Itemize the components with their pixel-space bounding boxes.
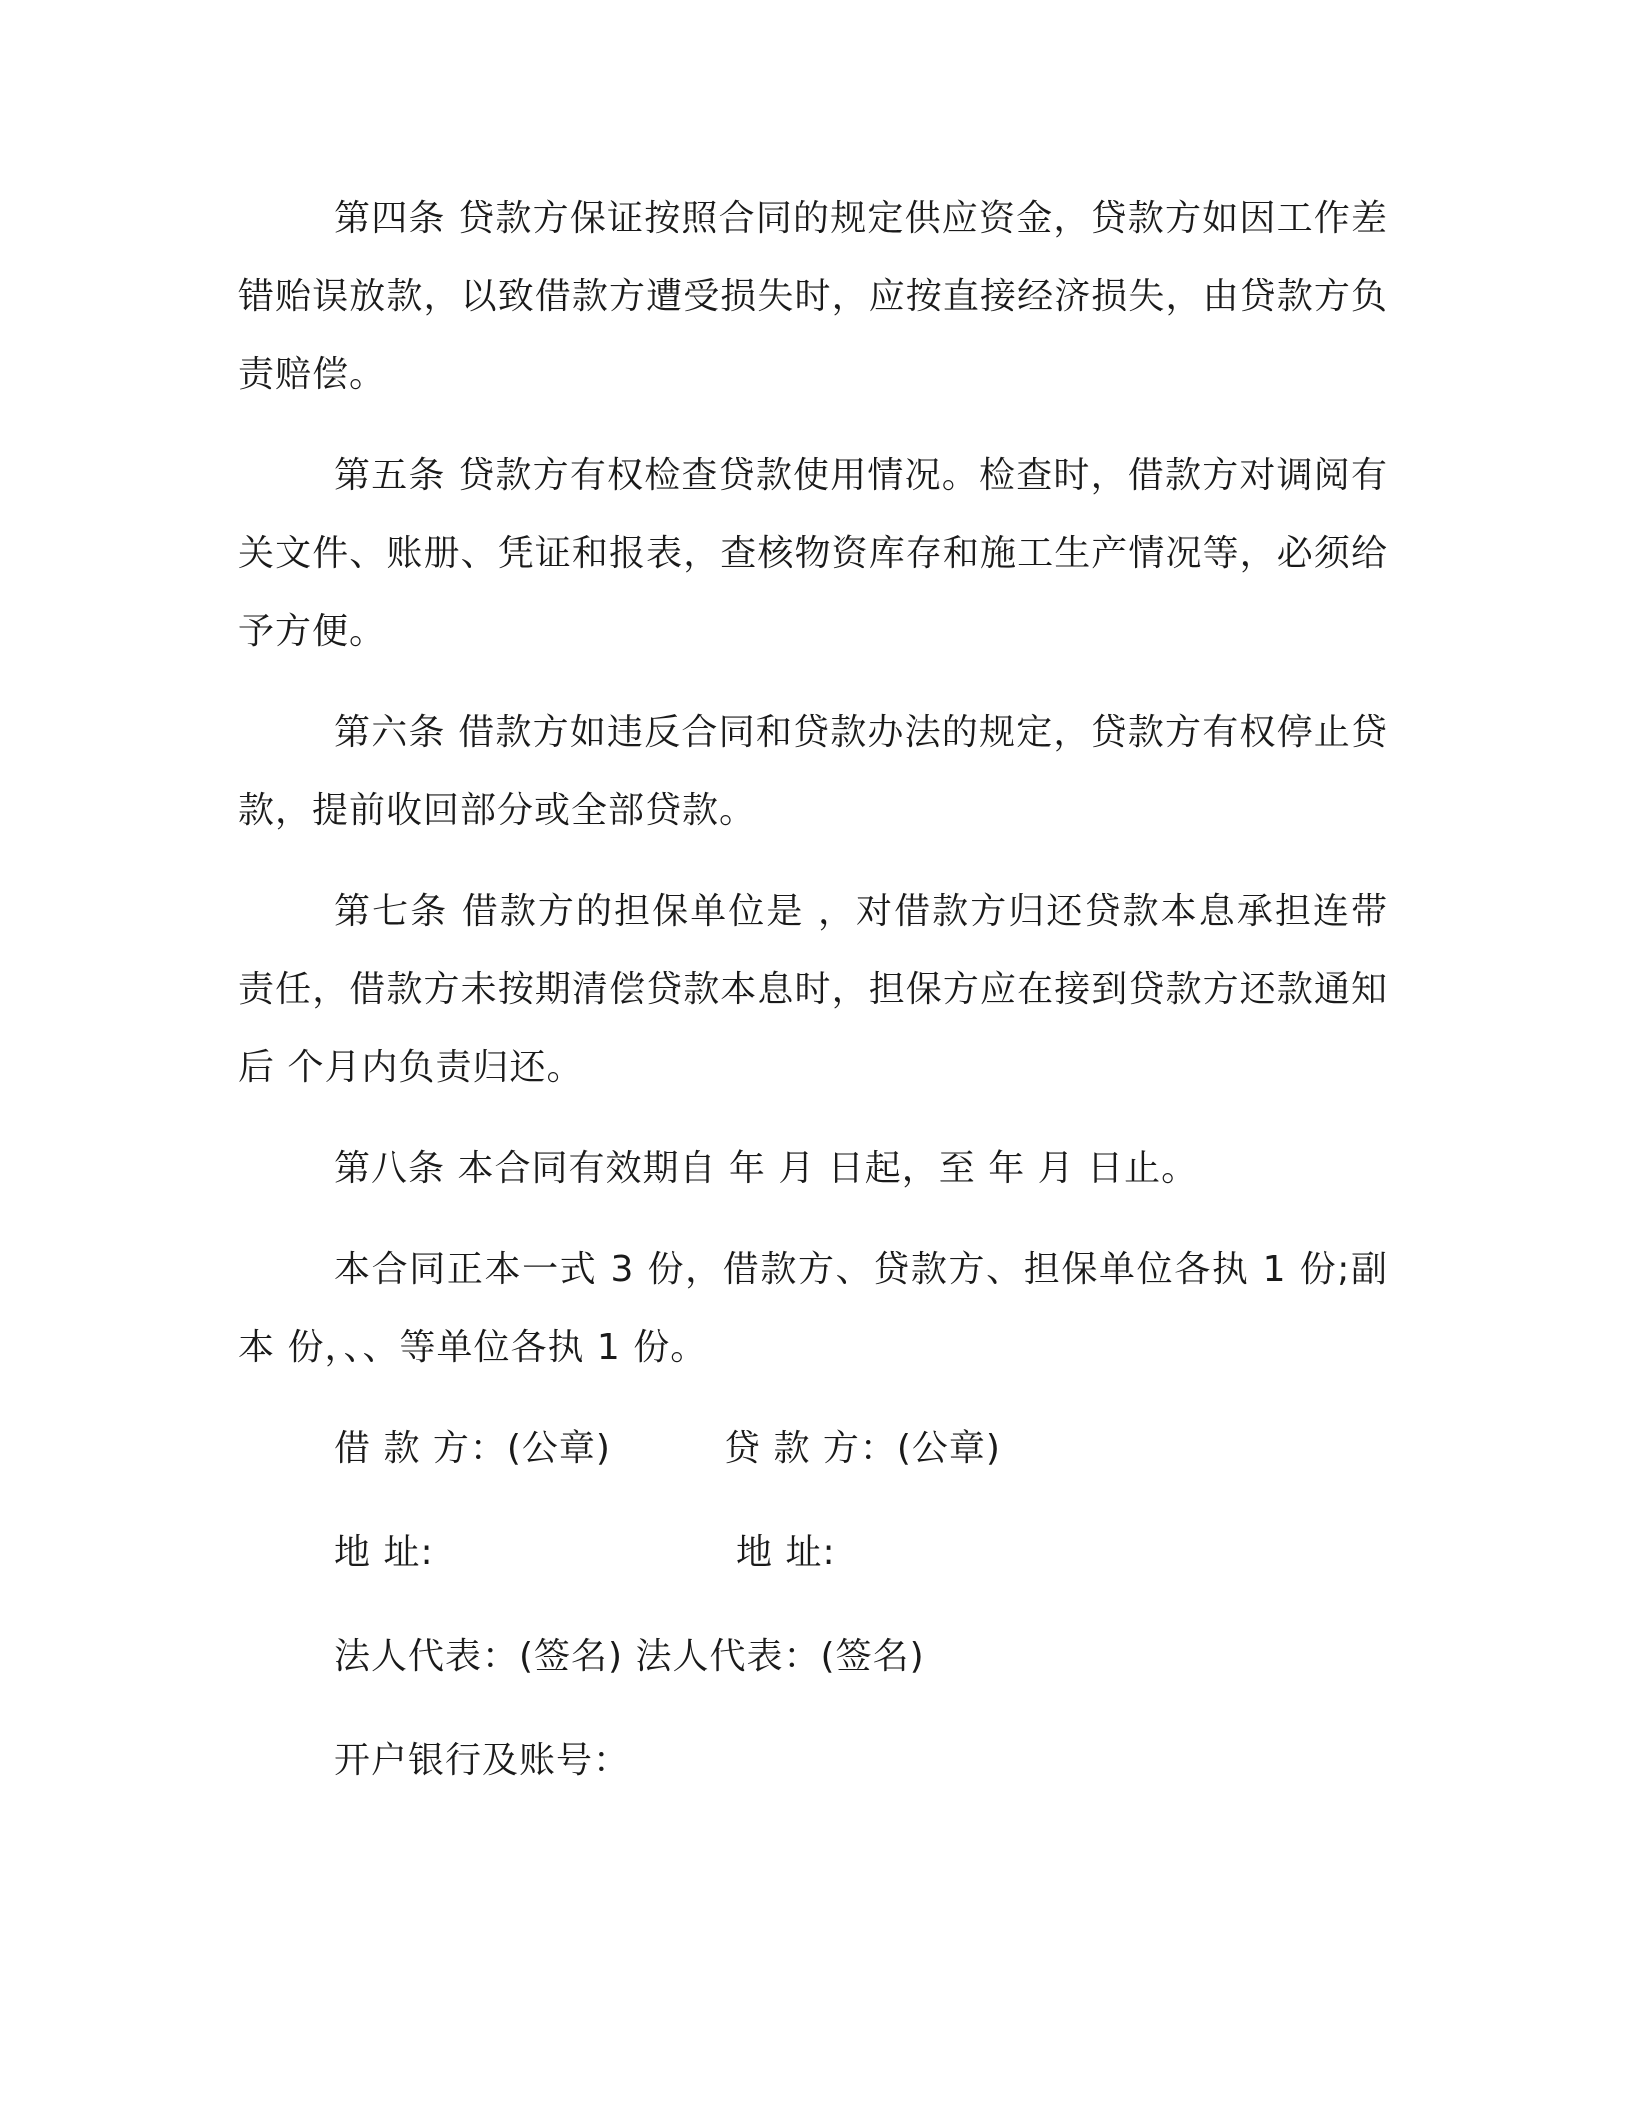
legal-rep-line (238, 1618, 1388, 1696)
article-6: 第六条 借款方如违反合同和贷款办法的规定，贷款方有权停止贷款，提前收回部分或全部贷款。 (238, 712, 1388, 831)
borrower-address: 地 址: (334, 1532, 434, 1573)
seal-line (238, 1410, 1388, 1488)
address-line (238, 1514, 1388, 1592)
copies-clause: 本合同正本一式 3 份，借款方、贷款方、担保单位各执 1 份;副本 份，、、等单位各执 1 份。 (238, 1249, 1388, 1368)
legal-representatives: 法人代表：(签名) 法人代表：(签名) (334, 1636, 925, 1677)
contract-body (238, 180, 1388, 1826)
article-5: 第五条 贷款方有权检查贷款使用情况。检查时，借款方对调阅有关文件、账册、凭证和报表，查核物资库存和施工生产情况等，必须给予方便。 (238, 455, 1388, 652)
borrower-seal: 借 款 方：(公章) (334, 1428, 611, 1469)
lender-address: 地 址: (736, 1532, 836, 1573)
article-4: 第四条 贷款方保证按照合同的规定供应资金，贷款方如因工作差错贻误放款，以致借款方遭受损失时，应按直接经济损失，由贷款方负责赔偿。 (238, 198, 1388, 395)
lender-seal: 贷 款 方：(公章) (724, 1428, 1001, 1469)
bank-account-line (238, 1722, 1388, 1800)
bank-account: 开户银行及账号： (334, 1740, 631, 1781)
article-7: 第七条 借款方的担保单位是 ，对借款方归还贷款本息承担连带责任，借款方未按期清偿贷款本息时，担保方应在接到贷款方还款通知后 个月内负责归还。 (238, 891, 1388, 1088)
article-8: 第八条 本合同有效期自 年 月 日起，至 年 月 日止。 (334, 1148, 1199, 1189)
